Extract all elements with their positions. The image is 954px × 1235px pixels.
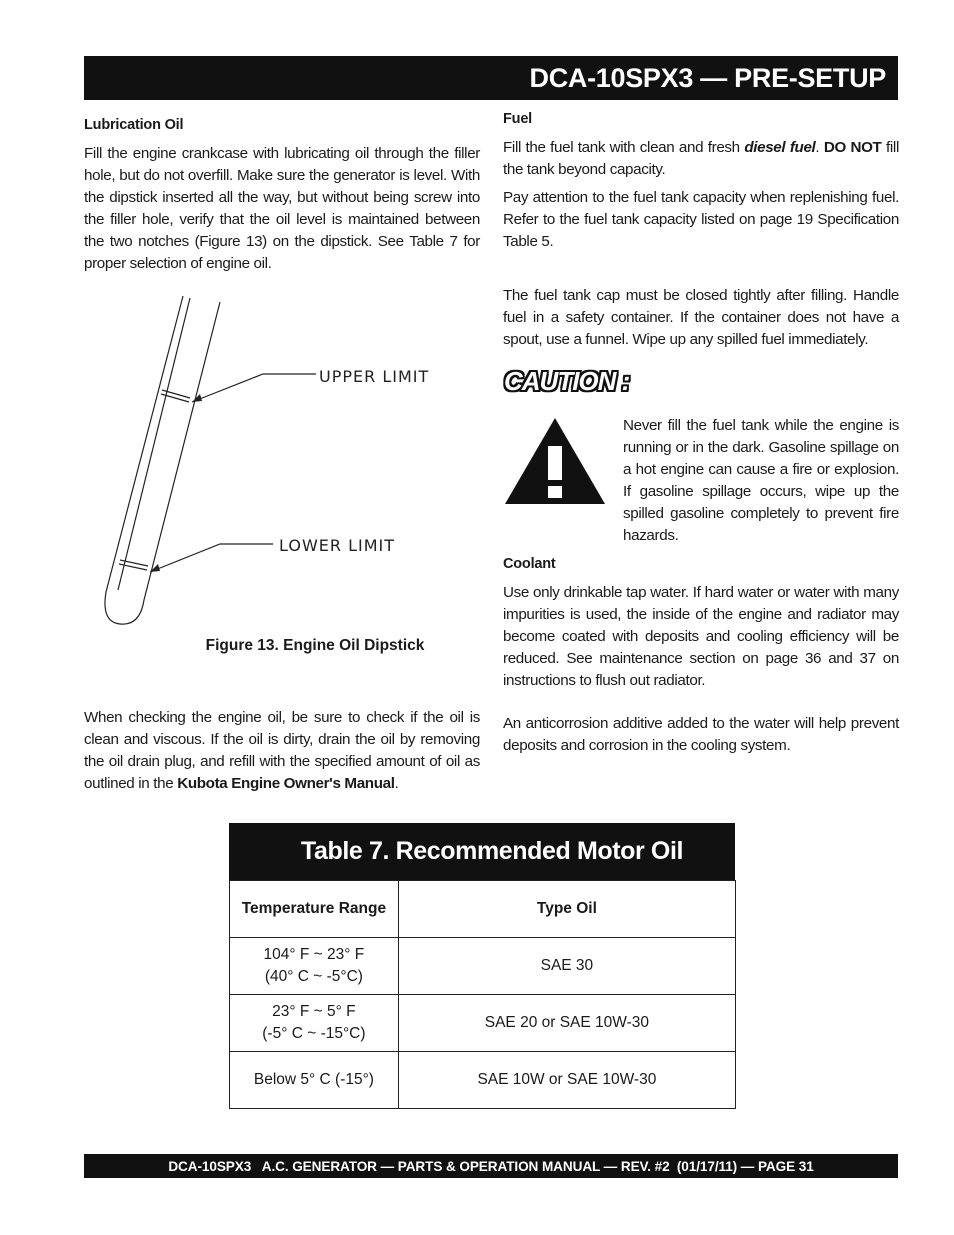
fuel-paragraph-3: The fuel tank cap must be closed tightly after filling. Handle fuel in a safety container. If the container does not have a spout, use a funnel. Wipe up any spilled fuel immediately. <box>503 287 899 348</box>
owners-manual-ref: Kubota Engine Owner's Manual <box>177 775 395 792</box>
oil-type-cell: SAE 10W or SAE 10W-30 <box>398 1052 735 1109</box>
temp-line-2: (40° C ~ -5°C) <box>264 968 363 985</box>
page-footer: DCA-10SPX3 A.C. GENERATOR — PARTS & OPERATION MANUAL — REV. #2 (01/17/11) — PAGE 31 <box>84 1154 898 1178</box>
table-row <box>230 938 736 995</box>
fuel-paragraph-2: Pay attention to the fuel tank capacity when replenishing fuel. Refer to the fuel tank capacity listed on page 19 Specification Table 5. <box>503 189 899 250</box>
oil-check-paragraph <box>84 707 480 795</box>
lower-arrowhead <box>150 564 160 572</box>
diesel-fuel-emphasis: diesel fuel <box>744 139 816 156</box>
oil-type-cell: SAE 20 or SAE 10W-30 <box>398 995 735 1052</box>
oil-table <box>229 880 736 1109</box>
upper-limit-label: UPPER LIMIT <box>319 367 430 386</box>
fuel-section <box>503 108 899 351</box>
coolant-heading: Coolant <box>503 556 556 572</box>
oil-check-text: When checking the engine oil, be sure to check if the oil is clean and viscous. If the oil is dirty, drain the oil by removing the oil drain plug, and refill with the specified amount of oil as outlined in the <box>84 709 480 792</box>
figure-caption: Figure 13. Engine Oil Dipstick <box>205 637 425 654</box>
lower-limit-label: LOWER LIMIT <box>279 536 395 555</box>
lubrication-section <box>84 114 480 275</box>
do-not-emphasis: DO NOT <box>823 139 882 156</box>
page-title: DCA-10SPX3 — PRE-SETUP <box>529 63 886 93</box>
recommended-oil-table <box>229 823 735 1109</box>
oil-check-section <box>84 707 480 795</box>
dipstick-illustration <box>98 290 478 630</box>
caution-text: Never fill the fuel tank while the engine is running or in the dark. Gasoline spillage on a hot engine can cause a fire or explosion. If gasoline spillage occurs, wipe up the spilled gasoline completely to prevent fire hazards. <box>623 417 899 544</box>
oil-type-cell: SAE 30 <box>398 938 735 995</box>
table-title: Table 7. Recommended Motor Oil <box>229 823 735 880</box>
fuel-p1-end: fill the tank beyond capacity. <box>503 139 899 178</box>
temperature-cell <box>230 938 399 995</box>
lubrication-heading: Lubrication Oil <box>84 117 184 133</box>
fuel-paragraph-1 <box>503 137 899 181</box>
table-header-row <box>230 881 736 938</box>
coolant-section <box>503 553 899 757</box>
warning-triangle-icon <box>503 416 607 506</box>
table-row <box>230 1052 736 1109</box>
upper-arrowhead <box>192 394 202 402</box>
caution-section <box>623 415 899 547</box>
fuel-p1-start: Fill the fuel tank with clean and fresh <box>503 139 745 156</box>
coolant-paragraph-1: Use only drinkable tap water. If hard water or water with many impurities is used, the inside of the engine and radiator may become coated with deposits and cooling efficiency will be reduced. See maintenance section on page 36 and 37 on instructions to flush out radiator. <box>503 584 899 689</box>
caution-title: CAUTION : <box>504 366 630 396</box>
oil-check-end: . <box>394 775 399 792</box>
temp-line-2: (-5° C ~ -15°C) <box>262 1025 366 1042</box>
fuel-p1-mid: . <box>815 139 824 156</box>
temperature-cell: Below 5° C (-15°) <box>230 1052 399 1109</box>
header-temperature-range: Temperature Range <box>230 881 399 938</box>
header-type-oil: Type Oil <box>398 881 735 938</box>
coolant-paragraph-2: An anticorrosion additive added to the water will help prevent deposits and corrosion in the cooling system. <box>503 715 899 754</box>
table-row <box>230 995 736 1052</box>
temperature-cell <box>230 995 399 1052</box>
fuel-heading: Fuel <box>503 111 533 127</box>
temp-line-1: 104° F ~ 23° F <box>263 946 365 963</box>
temp-line-1: 23° F ~ 5° F <box>272 1003 356 1020</box>
header-bar <box>84 56 898 100</box>
lubrication-paragraph: Fill the engine crankcase with lubricating oil through the filler hole, but do not overfill. Make sure the generator is level. With the dipstick inserted all the way, but without being screw into the filler hole, verify that the oil level is maintained between the two notches (Figure 13) on the dipstick. See Table 7 for proper selection of engine oil. <box>84 145 480 272</box>
